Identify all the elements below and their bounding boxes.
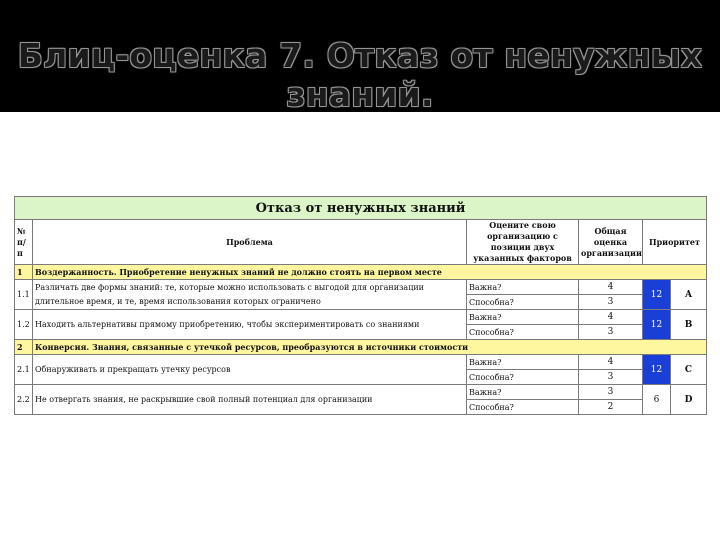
header-problem: Проблема	[33, 220, 467, 265]
row-number: 2.2	[15, 385, 33, 415]
factor-score: 4	[579, 355, 643, 370]
overall-score: 12	[643, 355, 671, 385]
header-assessment: Оцените свою организацию с позиции двух указанных факторов	[467, 220, 579, 265]
factor-label: Способна?	[467, 400, 579, 415]
section-row	[15, 265, 707, 280]
factor-label: Способна?	[467, 370, 579, 385]
factor-label: Способна?	[467, 295, 579, 310]
row-number: 2.1	[15, 355, 33, 385]
column-header-row	[15, 220, 707, 265]
header-priority: Приоритет	[643, 220, 707, 265]
row-problem: Обнаруживать и прекращать утечку ресурсов	[33, 355, 467, 385]
overall-score: 6	[643, 385, 671, 415]
factor-score: 2	[579, 400, 643, 415]
table-row	[15, 280, 707, 295]
factor-score: 4	[579, 310, 643, 325]
factor-score: 3	[579, 370, 643, 385]
row-problem: Находить альтернативы прямому приобретению, чтобы экспериментировать со знаниями	[33, 310, 467, 340]
header-number: № п/п	[15, 220, 33, 265]
factor-score: 3	[579, 325, 643, 340]
row-problem: Не отвергать знания, не раскрывшие свой полный потенциал для организации	[33, 385, 467, 415]
priority-rank: D	[671, 385, 707, 415]
row-problem: Различать две формы знаний: те, которые можно использовать с выгодой для организации длительное время, и те, время использования которых ограничено	[33, 280, 467, 310]
assessment-table	[14, 196, 707, 415]
section-number: 1	[15, 265, 33, 280]
section-row	[15, 340, 707, 355]
table-row	[15, 310, 707, 325]
factor-label: Важна?	[467, 385, 579, 400]
table-title: Отказ от ненужных знаний	[15, 197, 707, 220]
factor-label: Важна?	[467, 280, 579, 295]
factor-score: 3	[579, 295, 643, 310]
section-title: Конверсия. Знания, связанные с утечкой ресурсов, преобразуются в источники стоимости	[33, 340, 707, 355]
factor-label: Важна?	[467, 355, 579, 370]
table-row	[15, 355, 707, 370]
header-overall: Общая оценка организации	[579, 220, 643, 265]
section-title: Воздержанность. Приобретение ненужных знаний не должно стоять на первом месте	[33, 265, 707, 280]
factor-score: 4	[579, 280, 643, 295]
factor-score: 3	[579, 385, 643, 400]
row-number: 1.1	[15, 280, 33, 310]
table-row	[15, 385, 707, 400]
slide-title: Блиц-оценка 7. Отказ от ненужных знаний.	[17, 36, 703, 114]
overall-score: 12	[643, 280, 671, 310]
section-number: 2	[15, 340, 33, 355]
priority-rank: А	[671, 280, 707, 310]
overall-score: 12	[643, 310, 671, 340]
title-bar	[0, 0, 720, 112]
priority-rank: В	[671, 310, 707, 340]
factor-label: Способна?	[467, 325, 579, 340]
factor-label: Важна?	[467, 310, 579, 325]
row-number: 1.2	[15, 310, 33, 340]
table-title-row	[15, 197, 707, 220]
priority-rank: С	[671, 355, 707, 385]
